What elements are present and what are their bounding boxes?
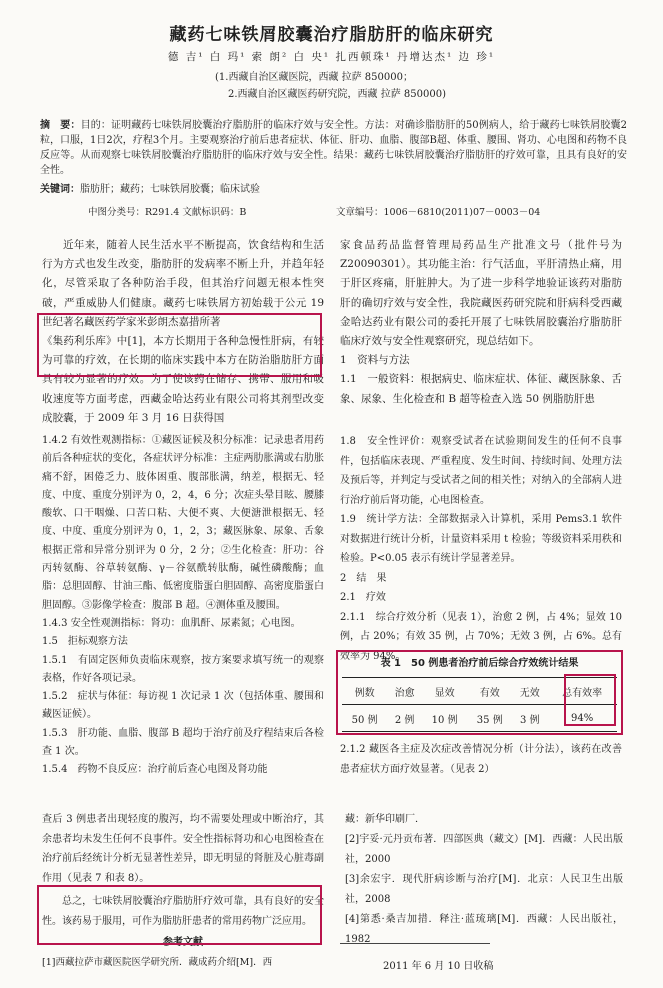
table-1-title: 表 1 50 例患者治疗前后综合疗效统计结果	[380, 658, 579, 669]
table-header-cell: 有效	[467, 678, 512, 705]
table-cell: 94%	[547, 705, 617, 732]
reference-item: 藏：新华印刷厂．	[345, 814, 425, 825]
table-header-cell: 总有效率	[547, 678, 617, 705]
abstract-text: 目的：证明藏药七味铁屑胶囊治疗脂肪肝的临床疗效与安全性。方法：对确诊脂肪肝的50例病人，给于藏药七味铁屑胶囊2粒，口服，1日2次，疗程3个月。主要观察治疗前后患者症状、体征、肝功、血脂、腹部B超、体重、腰围、肾功、心电图和药物不良反应等。从而观察七味铁屑胶囊治疗脂肪肝的临床疗效与安全性。结果：藏药七味铁屑胶囊治疗脂肪肝的疗效可靠，且具有良好的安全性。	[40, 120, 628, 176]
references-heading: 参考文献	[163, 937, 203, 948]
method-1-5-4: 1.5.4 药物不良反应：治疗前后查心电图及肾功能	[42, 764, 268, 776]
keywords	[40, 180, 260, 195]
table-header-cell: 例数	[342, 678, 387, 705]
section-2-heading: 2 结 果	[340, 572, 387, 584]
keywords-text: 脂肪肝；藏药；七味铁屑胶囊；临床试验	[80, 184, 260, 195]
table-cell: 35 例	[467, 705, 512, 732]
table-header-cell: 治愈	[387, 678, 422, 705]
affiliation-1: (1.西藏自治区藏医院，西藏 拉萨 850000；	[215, 72, 413, 83]
method-1-5: 1.5 拒标观察方法	[42, 636, 128, 648]
keywords-label: 关键词：	[40, 184, 80, 195]
results-right-column	[340, 432, 622, 666]
received-rule	[340, 943, 490, 944]
method-1-8: 1.8 安全性评价：观察受试者在试验期间发生的任何不良事件，包括临床表现、严重程度、发生时间、持续时间、处理方法及预后等，并判定与受试者之间的相关性；对纳入的全部病人进行治疗前后肾功能，心电图检查。	[340, 436, 622, 506]
intro-para-1: 近年来，随着人民生活水平不断提高，饮食结构和生活行为方式也发生改变，脂肪肝的发病率不断上升，并趋年轻化，尽管采取了各种防治手段，但其治疗问题无根本性突破，严重威胁人们健康。藏药七味铁屑方初始载于公元 19 世纪著名藏医药学家米彭朗杰嘉措所著	[42, 239, 324, 328]
method-1-4-2: 1.4.2 有效性观测指标：①藏医证候及积分标准：记录患者用药前后各种症状的变化，各症状评分标准：主症两肋胀满或右肋胀痛不舒，困倦乏力、肢体困重、腹部胀满，纳差，根据无、轻度、中度、重度分别评为 0，2，4，6 分；次症头晕目眩、腰膝酸软、口干咽燥、口苦口粘、大便不爽、大便溏泄根据无、轻度、中度、重度分别评为 0，1，2，3；藏医脉象、尿象、舌象根据正常和异常分别评为 0 分，2 分；②生化检查：肝功：谷丙转氨酶、谷草转氨酶、γ－谷氨酰转肽酶，碱性磷酸酶；血脂：总胆固醇、甘油三酯、低密度脂蛋白胆固醇、高密度脂蛋白胆固醇。③影像学检查：腹部 B 超。④测体重及腰围。	[42, 435, 324, 611]
method-1-5-2: 1.5.2 症状与体征：每访视 1 次记录 1 次（包括体重、腰围和藏医证候）。	[42, 691, 324, 721]
method-1-5-3: 1.5.3 肝功能、血脂、腹部 B 超均于治疗前及疗程结束后各检查 1 次。	[42, 727, 324, 758]
clc-number: 中图分类号：R291.4 文献标识码：B	[88, 207, 247, 218]
author-list: 德 吉¹ 白 玛¹ 索 朗² 白 央¹ 扎西顿珠¹ 丹增达杰¹ 边 珍¹	[167, 51, 496, 63]
conclusion-para: 总之，七味铁屑胶囊治疗脂肪肝疗效可靠，具有良好的安全性。该药易于服用，可作为脂肪肝患者的常用药物广泛应用。	[42, 896, 324, 927]
table-cell: 2 例	[387, 705, 422, 732]
reference-item: [2]宇妥·元丹贡布著．四部医典（藏文）[M]．西藏：人民出版社，2000	[345, 834, 623, 865]
intro-para-2: 《集药利乐库》中[1]，本方长期用于各种急慢性肝病，有较为可靠的疗效，在长期的临床实践中本方在防治脂肪肝方面具有较为显著的疗效。为了使该药在储存、携带、服用和吸收速度等方面考虑，西藏金哈达药业有限公司将其剂型改变成胶囊，于 2009 年 3 月 16 日获得国	[42, 335, 324, 424]
highlight-box-conclusion	[37, 885, 322, 945]
result-2-1-1: 2.1.1 综合疗效分析（见表 1），治愈 2 例，占 4%；显效 10 例，占 20%；有效 35 例，占 70%；无效 3 例，占 6%。总有效率为 94%。	[340, 611, 622, 662]
reference-item: [3]余宏宇．现代肝病诊断与治疗[M]．北京：人民卫生出版社，2008	[345, 874, 623, 905]
article-number: 文章编号：1006－6810(2011)07－0003－04	[336, 207, 541, 218]
intro-right-column	[340, 236, 622, 409]
table-header-cell: 显效	[422, 678, 467, 705]
abstract	[40, 118, 627, 178]
table-header-cell: 无效	[512, 678, 547, 705]
highlight-box-total-rate	[564, 674, 616, 726]
references-right-column	[345, 810, 623, 950]
table-cell: 50 例	[342, 705, 387, 732]
method-1-5-1: 1.5.1 有固定医师负责临床观察，按方案要求填写统一的观察表格，作好各项记录。	[42, 654, 324, 684]
section-1-heading: 1 资料与方法	[340, 354, 410, 367]
received-date: 2011 年 6 月 10 日收稿	[383, 961, 494, 972]
methods-left-column	[42, 432, 324, 780]
result-2-1-2: 2.1.2 藏医各主症及次症改善情况分析（计分法），该药在改善患者症状方面疗效显著。（见表 2）	[340, 744, 622, 775]
table-cell: 10 例	[422, 705, 467, 732]
reference-item: [1]西藏拉萨市藏医院医学研究所．藏成药介绍[M]．西	[42, 956, 273, 968]
highlight-box-intro	[37, 313, 322, 377]
affiliation-2: 2.西藏自治区藏医药研究院，西藏 拉萨 850000)	[228, 89, 446, 100]
right-para-1: 家食品药品监督管理局药品生产批准文号（批件号为 Z20090301）。其功能主治：行气活血，平肝清热止痛，用于肝区疼痛，肝脏肿大。为了进一步科学地验证该药对脂肪肝的确切疗效与安全性，我院藏医药研究院和肝病科受西藏金哈达药业有限公司的委托开展了七味铁屑胶囊治疗脂肪肝临床疗效与安全性观察研究，现总结如下。	[340, 239, 622, 348]
method-1-9: 1.9 统计学方法：全部数据录入计算机，采用 Pems3.1 软件对数据进行统计分析，计量资料采用 t 检验；等级资料采用秩和检验。P<0.05 表示有统计学显著差异。	[340, 514, 622, 564]
right-para-1-1: 1.1 一般资料：根据病史、临床症状、体征、藏医脉象、舌象、尿象、生化检查和 B 超等检查入选 50 例脂肪肝患	[340, 373, 622, 405]
table-cell: 3 例	[512, 705, 547, 732]
result-2-1-2-block	[340, 740, 622, 779]
abstract-label: 摘 要：	[40, 120, 81, 131]
paper-title: 藏药七味铁屑胶囊治疗脂肪肝的临床研究	[169, 25, 494, 45]
adverse-events-para: 查后 3 例患者出现轻度的腹泻，均不需要处理或中断治疗，其余患者均未发生任何不良事件。安全性指标肾功和心电图检查在治疗前后经统计分析无显著性差异，即无明显的肾脏及心脏毒副作用（见表 7 和表 8）。	[42, 814, 324, 884]
section-2-1-heading: 2.1 疗效	[340, 592, 386, 603]
reference-item: [4]第悉·桑吉加措．释注·蓝琉璃[M]．西藏：人民出版社，1982	[345, 914, 623, 945]
method-1-4-3: 1.4.3 安全性观测指标：肾功：血肌酐、尿素氮；心电图。	[42, 617, 301, 629]
